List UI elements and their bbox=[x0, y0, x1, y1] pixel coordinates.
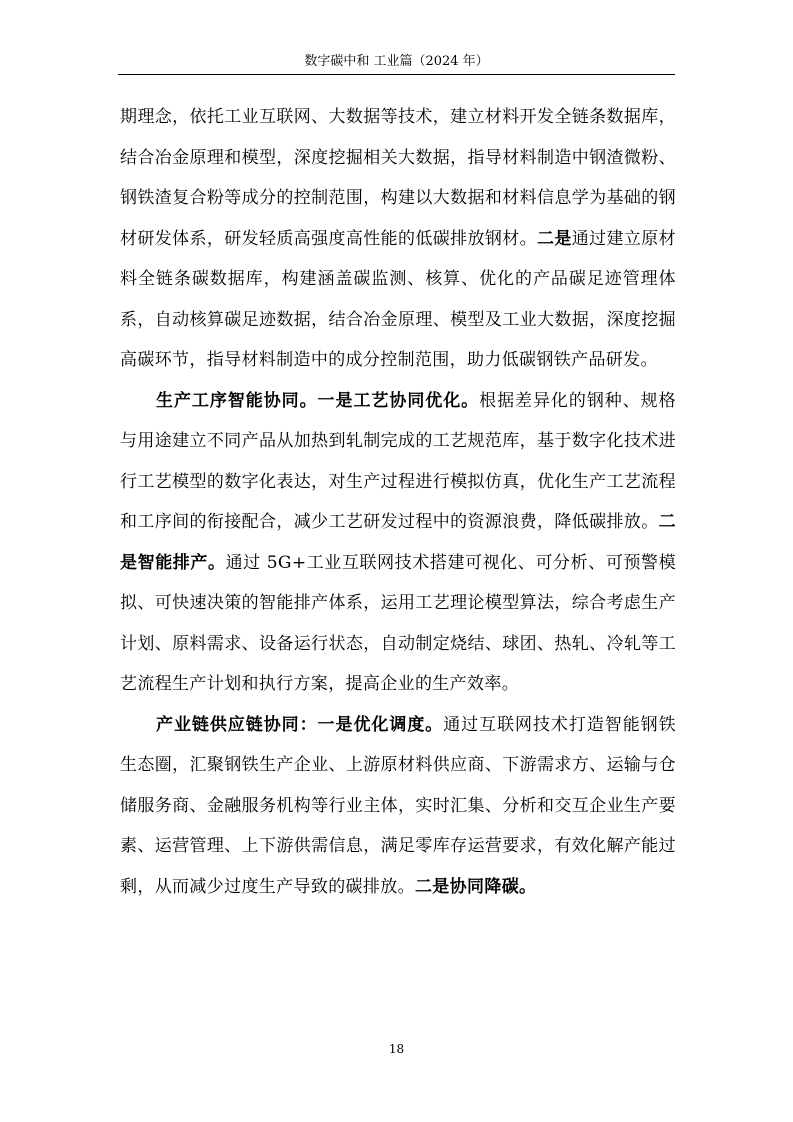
page-number: 18 bbox=[388, 1042, 405, 1056]
paragraph-3-heading: 产业链供应链协同：一是优化调度。 bbox=[156, 714, 444, 735]
paragraph-1-text-1: 期理念，依托工业互联网、大数据等技术，建立材料开发全链条数据库，结合冶金原理和模型，深度挖掘相关大数据，指导材料制造中钢渣微粉、钢铁渣复合粉等成分的控制范围，构建以大数据和材料信息学为基础的钢材研发体系，研发轻质高强度高性能的低碳排放钢材。 bbox=[120, 107, 676, 249]
paragraph-3-bold-lead: 二是协同降碳。 bbox=[414, 876, 537, 897]
paragraph-1-text-2: 通过建立原材料全链条碳数据库，构建涵盖碳监测、核算、优化的产品碳足迹管理体系，自动核算碳足迹数据，结合冶金原理、模型及工业大数据，深度挖掘高碳环节，指导材料制造中的成分控制范围，助力低碳钢铁产品研发。 bbox=[120, 228, 677, 370]
paragraph-3-text-1: 通过互联网技术打造智能钢铁生态圈，汇聚钢铁生产企业、上游原材料供应商、下游需求方、运输与仓储服务商、金融服务机构等行业主体，实时汇集、分析和交互企业生产要素、运营管理、上下游供需信息，满足零库存运营要求，有效化解产能过剩，从而减少过度生产导致的碳排放。 bbox=[120, 714, 676, 897]
paragraph-2-text-2: 通过 5G+工业互联网技术搭建可视化、可分析、可预警模拟、可快速决策的智能排产体系，运用工艺理论模型算法，综合考虑生产计划、原料需求、设备运行状态，自动制定烧结、球团、热轧、冷轧等工艺流程生产计划和执行方案，提高企业的生产效率。 bbox=[120, 552, 676, 694]
paragraph-1 bbox=[120, 97, 676, 381]
paragraph-3 bbox=[120, 705, 676, 908]
header-rule bbox=[118, 74, 675, 75]
paragraph-2-bold-lead: 二是智能排产。 bbox=[120, 512, 676, 573]
running-header: 数字碳中和 工业篇（2024 年） bbox=[304, 54, 489, 69]
paragraph-2-heading: 生产工序智能协同。一是工艺协同优化。 bbox=[156, 390, 480, 411]
paragraph-2-text-1: 根据差异化的钢种、规格与用途建立不同产品从加热到轧制完成的工艺规范库，基于数字化技术进行工艺模型的数字化表达，对生产过程进行模拟仿真，优化生产工艺流程和工序间的衔接配合，减少工艺研发过程中的资源浪费，降低碳排放。 bbox=[120, 390, 676, 532]
paragraph-1-bold-lead: 二是 bbox=[537, 228, 572, 249]
paragraph-2 bbox=[120, 381, 676, 705]
document-body bbox=[120, 97, 676, 907]
